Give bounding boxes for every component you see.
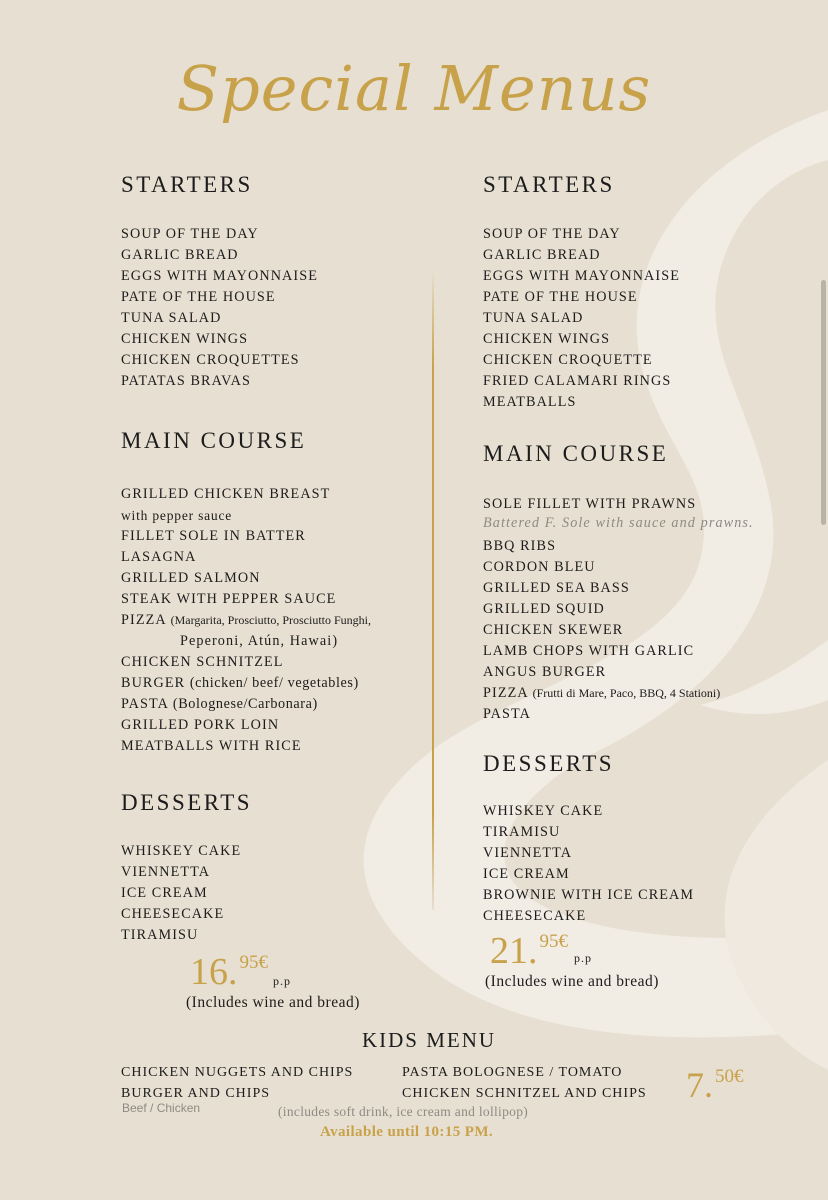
- section-heading-desserts: DESSERTS: [483, 751, 615, 776]
- price-left: [190, 950, 268, 994]
- list-item: SOUP OF THE DAY: [483, 226, 621, 242]
- list-item: [121, 610, 461, 631]
- menu-column-left: [121, 172, 461, 946]
- list-item: TUNA SALAD: [483, 310, 584, 326]
- kids-menu-heading: KIDS MENU: [361, 1028, 497, 1052]
- price-cents: 50€: [715, 1066, 744, 1087]
- list-item: GARLIC BREAD: [483, 247, 601, 263]
- list-item: SOUP OF THE DAY: [121, 226, 259, 242]
- kids-includes-note: (includes soft drink, ice cream and lollipop): [278, 1104, 529, 1119]
- item-name: PIZZA: [483, 685, 528, 701]
- list-item: CORDON BLEU: [483, 559, 596, 575]
- availability-note: Available until 10:15 PM.: [320, 1124, 494, 1140]
- item-name: PIZZA: [121, 612, 166, 628]
- list-item: CHICKEN SCHNITZEL: [121, 654, 284, 670]
- list-item: TUNA SALAD: [121, 310, 222, 326]
- price-cents: 95€: [539, 931, 568, 952]
- list-item: PATE OF THE HOUSE: [483, 289, 638, 305]
- price-whole: 16.: [190, 951, 238, 993]
- starters-list: [121, 224, 461, 392]
- kids-menu-list-right: [402, 1062, 647, 1104]
- list-item: TIRAMISU: [121, 927, 199, 943]
- list-item: GRILLED SEA BASS: [483, 580, 630, 596]
- list-item: [121, 673, 461, 694]
- per-person-label: p.p: [574, 951, 592, 965]
- kids-burger-options: Beef / Chicken: [122, 1101, 201, 1115]
- main-course-list: [121, 484, 461, 757]
- item-name: PASTA: [121, 696, 169, 712]
- item-description: Battered F. Sole with sauce and prawns.: [483, 515, 754, 531]
- list-item: GRILLED PORK LOIN: [121, 717, 280, 733]
- list-item: LAMB CHOPS WITH GARLIC: [483, 643, 695, 659]
- list-item: CHEESECAKE: [121, 906, 225, 922]
- item-note: (chicken/ beef/ vegetables): [189, 675, 359, 691]
- list-item: ANGUS BURGER: [483, 664, 607, 680]
- section-heading-main-course: MAIN COURSE: [483, 441, 669, 466]
- starters-list: [483, 224, 823, 413]
- list-item: FRIED CALAMARI RINGS: [483, 373, 672, 389]
- list-item: TIRAMISU: [483, 824, 561, 840]
- section-heading-starters: STARTERS: [483, 172, 615, 197]
- item-note: (Frutti di Mare, Paco, BBQ, 4 Stationi): [532, 686, 721, 700]
- desserts-list: [483, 801, 823, 927]
- list-item: VIENNETTA: [121, 864, 211, 880]
- menu-column-right: [483, 172, 823, 927]
- list-item: GRILLED CHICKEN BREAST: [121, 486, 331, 502]
- list-item: WHISKEY CAKE: [483, 803, 604, 819]
- list-item: PASTA: [483, 706, 531, 722]
- item-note-continued: Peperoni, Atún, Hawai): [180, 633, 339, 649]
- list-item: BROWNIE WITH ICE CREAM: [483, 887, 695, 903]
- list-item: CHICKEN SCHNITZEL AND CHIPS: [402, 1086, 647, 1101]
- list-item: BURGER AND CHIPS: [121, 1086, 271, 1101]
- list-item: [483, 683, 823, 704]
- includes-note: (Includes wine and bread): [485, 973, 659, 990]
- item-note: (Bolognese/Carbonara): [172, 696, 318, 712]
- price-kids: [686, 1064, 744, 1106]
- section-heading-starters: STARTERS: [121, 172, 253, 197]
- price-cents: 95€: [239, 952, 268, 973]
- main-course-list: [483, 494, 823, 725]
- list-item: ICE CREAM: [483, 866, 570, 882]
- list-item: PATATAS BRAVAS: [121, 373, 251, 389]
- list-item: PASTA BOLOGNESE / TOMATO: [402, 1065, 623, 1080]
- price-right: [490, 929, 568, 973]
- list-item: CHICKEN CROQUETTE: [483, 352, 653, 368]
- list-item: SOLE FILLET WITH PRAWNS: [483, 496, 697, 512]
- section-heading-desserts: DESSERTS: [121, 790, 253, 815]
- list-item: VIENNETTA: [483, 845, 573, 861]
- list-item: GARLIC BREAD: [121, 247, 239, 263]
- list-item: WHISKEY CAKE: [121, 843, 242, 859]
- page-title: Special Menus: [176, 52, 652, 125]
- list-item: ICE CREAM: [121, 885, 208, 901]
- list-item: LASAGNA: [121, 549, 197, 565]
- kids-menu-list-left: [121, 1062, 353, 1104]
- list-item: CHICKEN CROQUETTES: [121, 352, 300, 368]
- list-item: MEATBALLS: [483, 394, 577, 410]
- list-item: PATE OF THE HOUSE: [121, 289, 276, 305]
- list-item: EGGS WITH MAYONNAISE: [121, 268, 318, 284]
- list-item: CHICKEN NUGGETS AND CHIPS: [121, 1065, 354, 1080]
- list-item: BBQ RIBS: [483, 538, 557, 554]
- list-item: CHICKEN WINGS: [483, 331, 611, 347]
- list-item: [121, 694, 461, 715]
- list-item: CHEESECAKE: [483, 908, 587, 924]
- list-item: CHICKEN SKEWER: [483, 622, 624, 638]
- per-person-label: p.p: [273, 974, 291, 988]
- list-item: FILLET SOLE IN BATTER: [121, 528, 306, 544]
- desserts-list: [121, 841, 461, 946]
- list-item: CHICKEN WINGS: [121, 331, 249, 347]
- list-item: GRILLED SALMON: [121, 570, 261, 586]
- includes-note: (Includes wine and bread): [186, 994, 360, 1011]
- price-whole: 7.: [686, 1065, 713, 1105]
- list-item: STEAK WITH PEPPER SAUCE: [121, 591, 337, 607]
- item-note: (Margarita, Prosciutto, Prosciutto Funghi,: [170, 613, 372, 627]
- section-heading-main-course: MAIN COURSE: [121, 428, 307, 453]
- list-item: EGGS WITH MAYONNAISE: [483, 268, 680, 284]
- list-item: GRILLED SQUID: [483, 601, 605, 617]
- price-whole: 21.: [490, 930, 538, 972]
- item-name: BURGER: [121, 675, 186, 691]
- list-item-note: with pepper sauce: [121, 508, 233, 523]
- list-item: MEATBALLS WITH RICE: [121, 738, 302, 754]
